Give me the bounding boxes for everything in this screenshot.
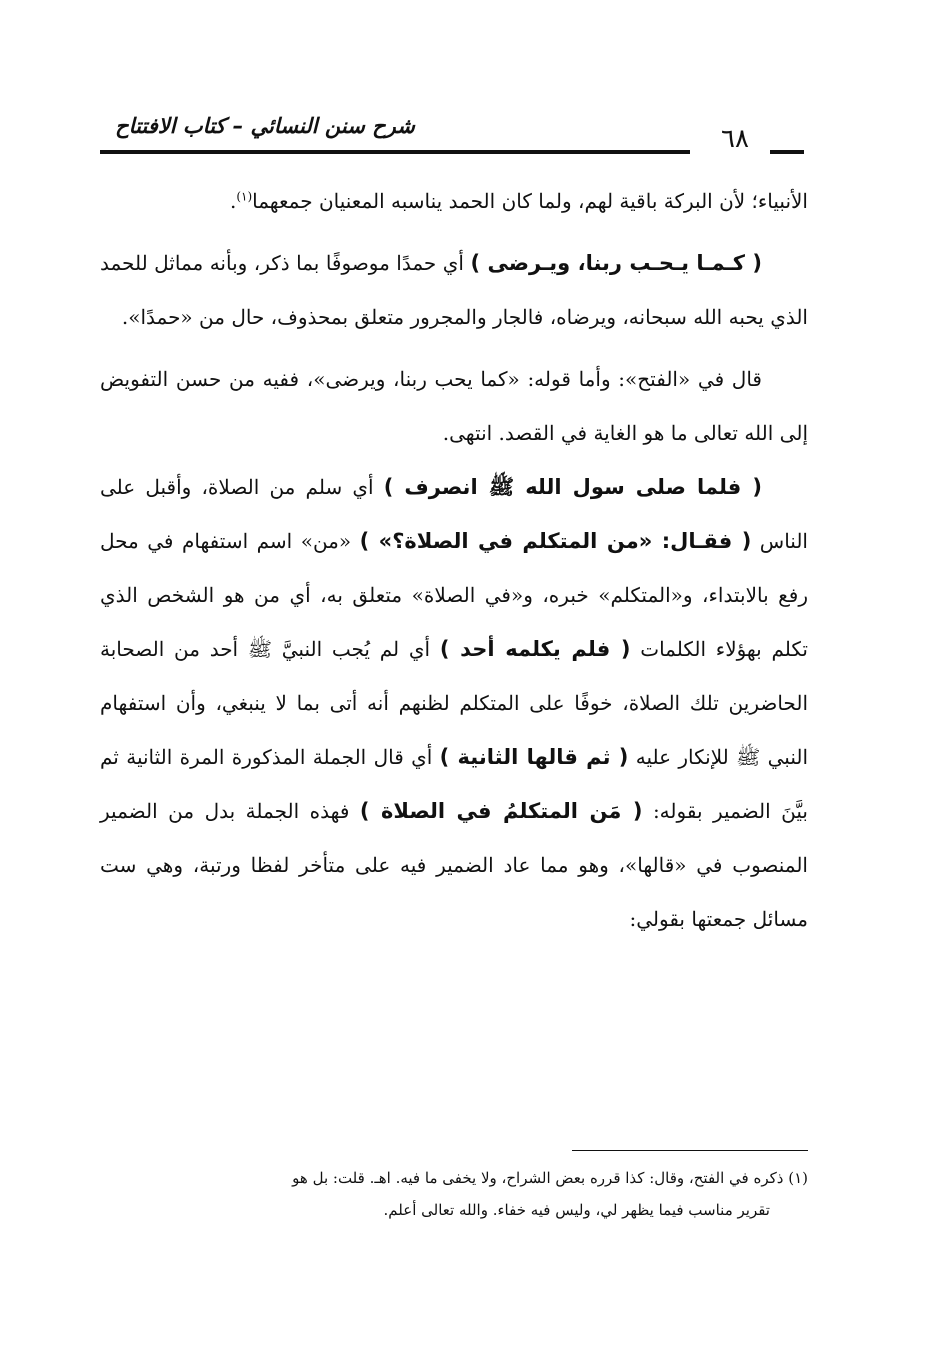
running-header-title: شرح سنن النسائي – كتاب الافتتاح <box>115 114 415 138</box>
quoted-hadith-phrase: ( فقـال: «من المتكلم في الصلاة؟» ) <box>359 529 752 553</box>
paragraph-4-text: أي لم يُجب النبيَّ ﷺ أحد من الصحابة الحاضرين تلك الصلاة، خوفًا على المتكلم لظنهم أنه أتى بما لا ينبغي، وأن استفهام النبي ﷺ للإنكار عليه <box>100 637 809 769</box>
quoted-hadith-phrase: ( كـمـا يـحـب ربنا، ويـرضى ) <box>470 251 762 275</box>
header-rule-short <box>770 150 804 154</box>
quoted-hadith-phrase: ( مَن المتكلمُ في الصلاة ) <box>359 799 643 823</box>
paragraph-3 <box>100 352 808 460</box>
footnote-1-line-1: (١) ذكره في الفتح، وقال: كذا قرره بعض الشراح، ولا يخفى ما فيه. اهـ. قلت: بل هو <box>292 1169 808 1187</box>
paragraph-4-text: أي قال الجملة المذكورة المرة الثانية ثم بيَّنَ الضمير بقوله: <box>100 745 808 823</box>
paragraph-3-text: قال في «الفتح»: وأما قوله: «كما يحب ربنا، ويرضى»، ففيه من حسن التفويض إلى الله تعالى ما هو الغاية في القصد. انتهى. <box>100 367 808 445</box>
paragraph-1-text: الأنبياء؛ لأن البركة باقية لهم، ولما كان الحمد يناسبه المعنيان جمعهما <box>252 189 808 213</box>
body-text <box>100 174 808 946</box>
quoted-hadith-phrase: ( فلم يكلمه أحد ) <box>439 637 631 661</box>
paragraph-2-text: أي حمدًا موصوفًا بما ذكر، وبأنه مماثل للحمد الذي يحبه الله سبحانه، ويرضاه، فالجار والمجرور متعلق بمحذوف، حال من «حمدًا». <box>100 251 808 329</box>
paragraph-4-text: أي سلم من الصلاة، وأقبل على الناس <box>100 475 808 553</box>
footnote-ref: (١) <box>236 189 253 204</box>
footnote-rule <box>572 1150 808 1151</box>
quoted-hadith-phrase: ( ثم قالها الثانية ) <box>439 745 629 769</box>
quoted-hadith-phrase: ( فلما صلى سول الله ﷺ انصرف ) <box>383 475 762 499</box>
paragraph-4-text: «من» اسم استفهام في محل رفع بالابتداء، و«المتكلم» خبره، و«في الصلاة» متعلق به، أي من هو الشخص الذي تكلم بهؤلاء الكلمات <box>100 529 808 661</box>
page-number: ٦٨ <box>721 124 749 154</box>
paragraph-2 <box>100 236 808 344</box>
paragraph-1 <box>100 174 808 228</box>
footnotes <box>100 1162 808 1226</box>
paragraph-1-end: . <box>229 189 237 213</box>
paragraph-4 <box>100 460 808 946</box>
header-rule <box>100 150 690 154</box>
footnote-1-line-2: تقرير مناسب فيما يظهر لي، وليس فيه خفاء. والله تعالى أعلم. <box>383 1201 770 1219</box>
paragraph-4-text: فهذه الجملة بدل من الضمير المنصوب في «قالها»، وهو مما عاد الضمير فيه على متأخر لفظا ورتبة، وهي ست مسائل جمعتها بقولي: <box>100 799 808 931</box>
